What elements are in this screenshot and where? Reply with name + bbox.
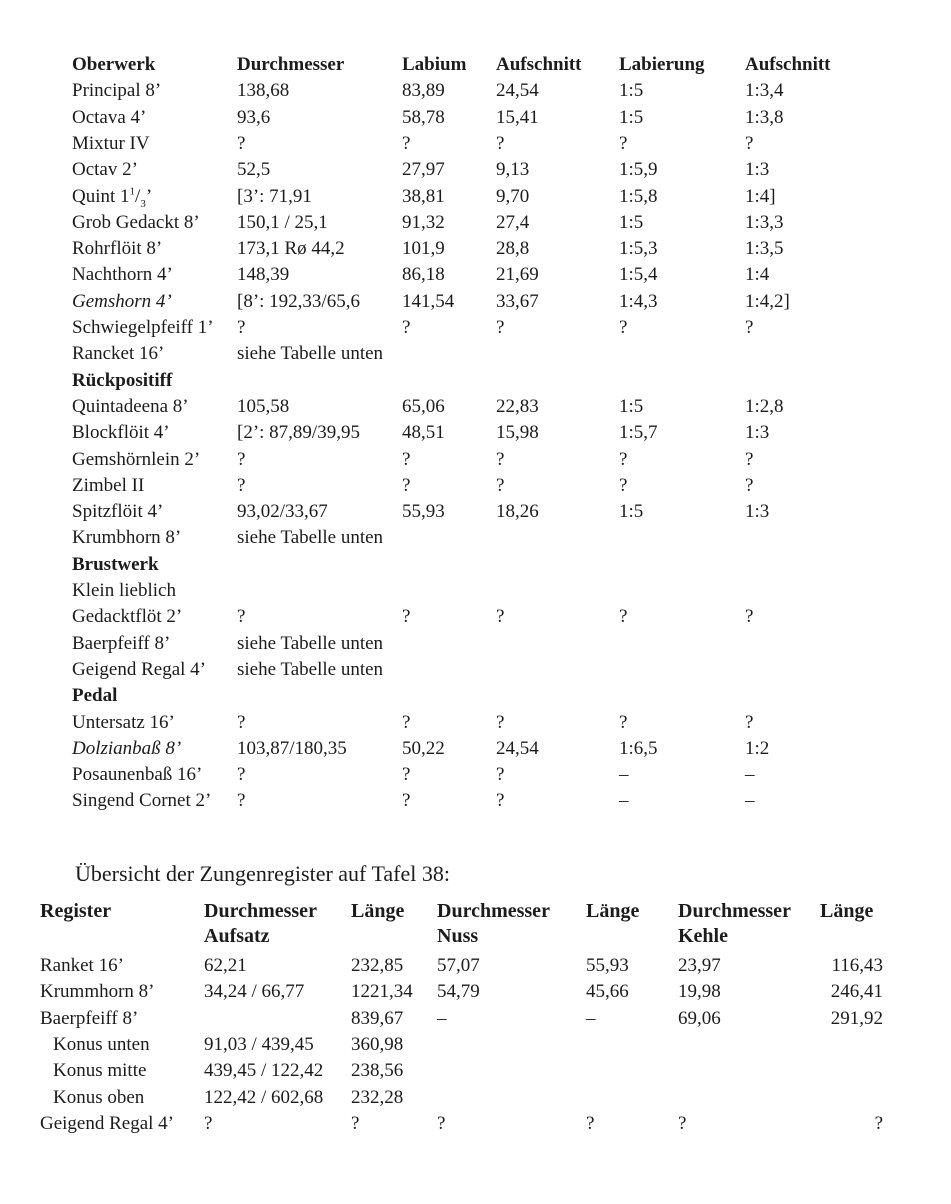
table-cell: – (745, 790, 755, 812)
table-cell: 50,22 (402, 737, 445, 759)
table-cell: siehe Tabelle unten (237, 343, 384, 365)
table-cell: 103,87/180,35 (237, 737, 347, 759)
section-heading: Pedal (72, 685, 118, 707)
column-header: Aufsatz (204, 925, 270, 947)
table-cell: ? (496, 606, 505, 628)
table-cell: – (619, 790, 629, 812)
register-name: Krummhorn 8’ (40, 981, 155, 1003)
table-cell: ? (237, 474, 246, 496)
table-cell: 232,28 (351, 1086, 404, 1108)
table-cell: ? (351, 1112, 360, 1134)
table-cell: siehe Tabelle unten (237, 658, 384, 680)
table-cell: 1:5 (619, 211, 644, 233)
register-name: Octav 2’ (72, 159, 138, 181)
table-cell: 1:5,7 (619, 422, 658, 444)
table-cell: 93,6 (237, 106, 271, 128)
column-header: Durchmesser (204, 900, 317, 922)
register-name: Gedacktflöt 2’ (72, 606, 183, 628)
section-heading-row (0, 552, 951, 578)
table-cell: ? (619, 474, 628, 496)
table-row (0, 157, 951, 183)
table-row (0, 236, 951, 262)
register-name: Gemshörnlein 2’ (72, 448, 201, 470)
table-cell: ? (402, 790, 411, 812)
register-name: Spitzflöit 4’ (72, 501, 164, 523)
table-cell: 38,81 (402, 185, 445, 207)
tongue-registers-caption: Übersicht der Zungenregister auf Tafel 38: (75, 861, 450, 886)
table-cell: ? (745, 317, 754, 338)
register-name: Quint $1^1/_3$’ (72, 185, 153, 210)
register-name-text: Quint 1 (72, 185, 130, 207)
table-cell: 122,42 / 602,68 (204, 1086, 324, 1108)
register-name: Blockflöit 4’ (72, 422, 170, 444)
table-row (0, 1032, 951, 1058)
table-cell: 1:3,3 (745, 211, 784, 233)
table-cell: 101,9 (402, 238, 445, 260)
table-cell: ? (619, 606, 628, 628)
column-header: Durchmesser (437, 900, 550, 922)
table-cell: 86,18 (402, 264, 445, 286)
table-cell: 232,85 (351, 955, 404, 976)
table-cell: 1:4 (745, 264, 770, 286)
column-header: Durchmesser (237, 54, 345, 75)
register-name: Krumbhorn 8’ (72, 527, 182, 549)
table-row (0, 788, 951, 814)
table-cell: 52,5 (237, 159, 271, 181)
section-heading-row (0, 368, 951, 394)
table-cell: 58,78 (402, 106, 445, 128)
table-cell: 1:4,2] (745, 290, 790, 312)
table-row (0, 657, 951, 683)
table-cell: ? (237, 711, 246, 733)
table-row (0, 131, 951, 157)
section-heading: Rückpositiff (72, 369, 173, 391)
table-cell: ? (874, 1112, 883, 1134)
register-name: Konus unten (53, 1033, 150, 1055)
register-name: Ranket 16’ (40, 955, 124, 976)
table-row (0, 525, 951, 551)
table-cell: ? (619, 448, 628, 470)
table-cell: ? (237, 764, 246, 786)
table-cell: 1:5 (619, 395, 644, 417)
table-row (0, 447, 951, 473)
table-row (0, 736, 951, 762)
table-cell: 15,41 (496, 106, 539, 128)
table-cell: ? (496, 474, 505, 496)
table-cell: 1:5,8 (619, 185, 658, 207)
table-cell: ? (619, 711, 628, 733)
table-cell: ? (678, 1112, 687, 1134)
table-cell: 141,54 (402, 290, 455, 312)
column-header: Labierung (619, 54, 705, 75)
table-cell: 9,13 (496, 159, 530, 181)
table-cell: 1:6,5 (619, 737, 658, 759)
table-cell: 1:5 (619, 80, 644, 102)
section-heading-row (0, 683, 951, 709)
table-cell: 23,97 (678, 955, 721, 976)
table-row (0, 1111, 951, 1137)
table-cell: 62,21 (204, 955, 247, 976)
table-row (0, 78, 951, 104)
table-cell: [8’: 192,33/65,6 (237, 290, 360, 312)
table-cell: 1:3,5 (745, 238, 784, 260)
table-cell: ? (496, 132, 505, 154)
table-cell: ? (237, 606, 246, 628)
table-cell: 1:5 (619, 501, 644, 523)
table-row (0, 1058, 951, 1084)
table-cell: 150,1 / 25,1 (237, 211, 328, 233)
table-cell: 83,89 (402, 80, 445, 102)
register-name: Baerpfeiff 8’ (40, 1007, 139, 1029)
table-row (0, 762, 951, 788)
table-row (0, 289, 951, 315)
section-heading: Brustwerk (72, 553, 159, 575)
table-cell: 1:3 (745, 422, 770, 444)
table-row (0, 499, 951, 525)
register-name: Rancket 16’ (72, 343, 165, 365)
table-row (0, 315, 951, 341)
table-row (0, 262, 951, 288)
column-header: Länge (351, 900, 405, 922)
table-cell: 439,45 / 122,42 (204, 1060, 324, 1082)
register-name: Geigend Regal 4’ (40, 1112, 175, 1134)
table-row (0, 631, 951, 657)
table-cell: ? (586, 1112, 595, 1134)
table-cell: 1:5 (619, 106, 644, 128)
table-cell: [2’: 87,89/39,95 (237, 422, 360, 444)
table-cell: 105,58 (237, 395, 290, 417)
table-cell: siehe Tabelle unten (237, 527, 384, 549)
table-cell: 22,83 (496, 395, 539, 417)
table-cell: – (619, 764, 629, 786)
register-name: Geigend Regal 4’ (72, 658, 207, 680)
register-name: Baerpfeiff 8’ (72, 632, 171, 654)
table-cell: ? (496, 790, 505, 812)
table-cell: 15,98 (496, 422, 539, 444)
table-cell: 116,43 (831, 955, 883, 976)
table-row (0, 394, 951, 420)
register-name: Grob Gedackt 8’ (72, 211, 200, 233)
table-cell: 1:5,9 (619, 159, 658, 181)
column-header: Kehle (678, 925, 728, 947)
table-cell: – (586, 1007, 596, 1029)
table-cell: 91,32 (402, 211, 445, 233)
table-cell: 55,93 (402, 501, 445, 523)
column-header: Oberwerk (72, 54, 156, 75)
register-name: Gemshorn 4’ (72, 290, 172, 312)
table-cell: 24,54 (496, 737, 539, 759)
table-cell: 1:3,4 (745, 80, 784, 102)
table-cell: 1:3 (745, 501, 770, 523)
table-cell: 138,68 (237, 80, 290, 102)
table-cell: ? (402, 764, 411, 786)
table-cell: 65,06 (402, 395, 445, 417)
table-cell: 839,67 (351, 1007, 404, 1029)
table-row (0, 341, 951, 367)
fraction-numerator: 1 (129, 185, 136, 198)
table-cell: ? (402, 474, 411, 496)
table-cell: ? (237, 317, 246, 338)
table-cell: 1:3,8 (745, 106, 784, 128)
table-cell: 55,93 (586, 955, 629, 976)
register-name: Konus oben (53, 1086, 145, 1108)
table-cell: 21,69 (496, 264, 539, 286)
table-cell: ? (204, 1112, 213, 1134)
register-name: Klein lieblich (72, 580, 176, 601)
foot-mark: ’ (145, 185, 153, 207)
table-row (0, 1006, 951, 1032)
table-row (0, 1085, 951, 1111)
column-header: Labium (402, 54, 467, 75)
table-cell: 360,98 (351, 1033, 404, 1055)
table-cell: ? (745, 474, 754, 496)
table-cell: 1:2 (745, 737, 770, 759)
table-cell: 28,8 (496, 238, 530, 260)
table-cell: 148,39 (237, 264, 290, 286)
table-row (0, 578, 951, 604)
table-cell: – (437, 1007, 447, 1029)
table-cell: 93,02/33,67 (237, 501, 328, 523)
table-cell: 24,54 (496, 80, 539, 102)
table-header-row (0, 52, 951, 78)
table-cell: ? (237, 790, 246, 812)
table-cell: siehe Tabelle unten (237, 632, 384, 654)
table-cell: 27,4 (496, 211, 530, 233)
table-cell: 34,24 / 66,77 (204, 981, 305, 1003)
table-cell: 54,79 (437, 981, 480, 1003)
column-header: Nuss (437, 925, 479, 947)
table-header-row (0, 923, 951, 949)
fraction-denominator: 3 (140, 197, 146, 210)
table-row (0, 953, 951, 979)
column-header: Register (40, 900, 112, 922)
register-name: Dolzianbaß 8’ (72, 737, 182, 759)
register-name: Mixtur IV (72, 132, 150, 154)
table-cell: 19,98 (678, 981, 721, 1003)
table-cell: 246,41 (830, 981, 883, 1003)
table-cell: 291,92 (830, 1007, 883, 1029)
table-cell: 1:4,3 (619, 290, 658, 312)
register-name: Schwiegelpfeiff 1’ (72, 317, 214, 338)
table-cell: ? (402, 448, 411, 470)
table-cell: [3’: 71,91 (237, 185, 312, 207)
table-cell: 9,70 (496, 185, 530, 207)
table-cell: ? (496, 448, 505, 470)
table-row (0, 979, 951, 1005)
column-header: Aufschnitt (745, 54, 831, 75)
table-cell: ? (402, 606, 411, 628)
register-name: Nachthorn 4’ (72, 264, 173, 286)
column-header: Durchmesser (678, 900, 791, 922)
table-header-row (0, 898, 951, 924)
table-cell: ? (496, 764, 505, 786)
table-cell: ? (745, 132, 754, 154)
table-cell: 1221,34 (351, 981, 413, 1003)
table-cell: 48,51 (402, 422, 445, 444)
table-row (0, 210, 951, 236)
table-cell: ? (402, 132, 411, 154)
table-cell: ? (619, 317, 628, 338)
table-cell: ? (619, 132, 628, 154)
table-cell: ? (745, 448, 754, 470)
table-cell: ? (237, 132, 246, 154)
table-row (0, 604, 951, 630)
table-cell: ? (402, 711, 411, 733)
table-cell: 69,06 (678, 1007, 721, 1029)
table-cell: 18,26 (496, 501, 539, 523)
column-header: Länge (820, 900, 874, 922)
table-cell: 173,1 Rø 44,2 (237, 238, 345, 260)
table-cell: 238,56 (351, 1060, 404, 1082)
register-name: Rohrflöit 8’ (72, 238, 163, 260)
register-name: Principal 8’ (72, 80, 162, 102)
register-name: Konus mitte (53, 1060, 147, 1082)
register-name: Zimbel II (72, 474, 145, 496)
register-name: Octava 4’ (72, 106, 147, 128)
table-cell: 27,97 (402, 159, 445, 181)
table-cell: 45,66 (586, 981, 629, 1003)
column-header: Länge (586, 900, 640, 922)
table-row (0, 105, 951, 131)
table-cell: ? (402, 317, 411, 338)
table-cell: 1:4] (745, 185, 776, 207)
table-cell: 33,67 (496, 290, 539, 312)
table-row (0, 184, 951, 210)
table-row (0, 710, 951, 736)
table-cell: ? (496, 317, 505, 338)
table-cell: 1:2,8 (745, 395, 784, 417)
table-cell: ? (237, 448, 246, 470)
table-cell: ? (745, 606, 754, 628)
register-name: Posaunenbaß 16’ (72, 764, 203, 786)
register-name: Untersatz 16’ (72, 711, 175, 733)
table-row (0, 473, 951, 499)
table-cell: ? (745, 711, 754, 733)
register-name: Singend Cornet 2’ (72, 790, 212, 812)
table-cell: 57,07 (437, 955, 480, 976)
table-cell: 1:3 (745, 159, 770, 181)
table-cell: 1:5,4 (619, 264, 658, 286)
table-cell: 1:5,3 (619, 238, 658, 260)
table-cell: 91,03 / 439,45 (204, 1033, 314, 1055)
column-header: Aufschnitt (496, 54, 582, 75)
table-cell: ? (437, 1112, 446, 1134)
table-cell: ? (496, 711, 505, 733)
table-row (0, 420, 951, 446)
register-name: Quintadeena 8’ (72, 395, 189, 417)
table-cell: – (745, 764, 755, 786)
